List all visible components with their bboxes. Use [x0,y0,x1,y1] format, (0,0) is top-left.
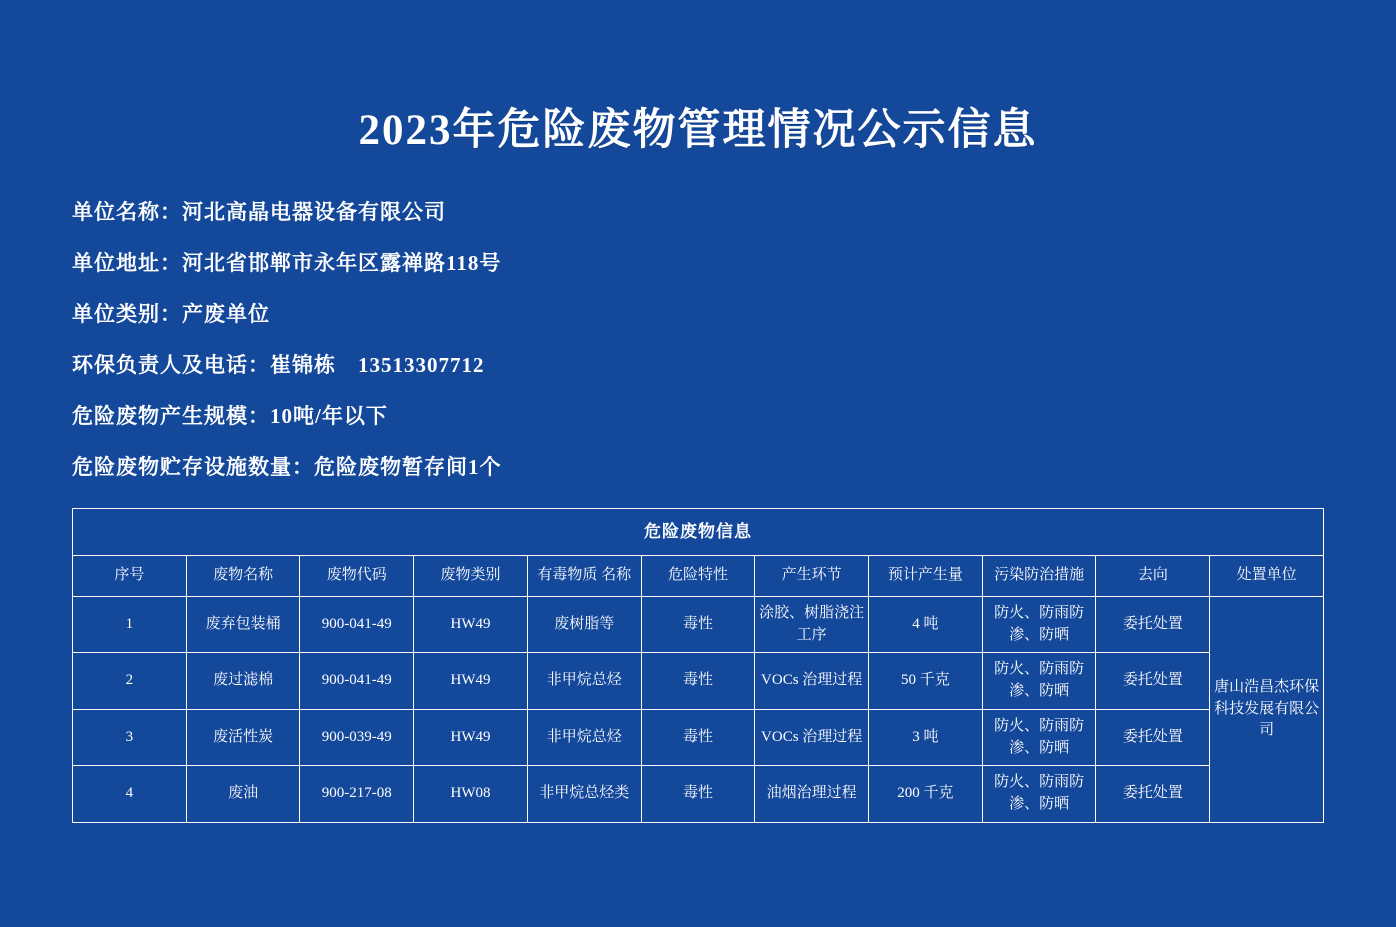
info-environment-officer: 环保负责人及电话：崔锦栋 13513307712 [72,353,485,378]
cell-estimated-amount: 3 吨 [869,709,983,766]
cell-destination: 委托处置 [1096,596,1210,653]
cell-hazard-property: 毒性 [641,653,755,710]
table-body [73,596,1324,822]
cell-generation-stage: VOCs 治理过程 [755,709,869,766]
cell-waste-category: HW49 [414,596,528,653]
info-storage-facility-count: 危险废物贮存设施数量：危险废物暂存间1个 [72,455,502,480]
cell-waste-category: HW49 [414,709,528,766]
cell-waste-name: 废过滤棉 [186,653,300,710]
table-section-title-row [73,508,1324,556]
column-header-waste-category: 废物类别 [414,556,528,597]
hazardous-waste-table-wrapper [72,508,1324,823]
cell-waste-name: 废弃包装桶 [186,596,300,653]
cell-estimated-amount: 50 千克 [869,653,983,710]
cell-generation-stage: 油烟治理过程 [755,766,869,823]
cell-toxic-substance: 非甲烷总烃 [527,653,641,710]
company-info-list [72,201,1324,480]
cell-destination: 委托处置 [1096,766,1210,823]
table-row [73,596,1324,653]
cell-toxic-substance: 非甲烷总烃类 [527,766,641,823]
table-row [73,709,1324,766]
cell-no: 4 [73,766,187,823]
cell-waste-code: 900-039-49 [300,709,414,766]
cell-generation-stage: 涂胶、树脂浇注工序 [755,596,869,653]
page-title: 2023年危险废物管理情况公示信息 [358,107,1038,154]
column-header-destination: 去向 [1096,556,1210,597]
cell-waste-category: HW49 [414,653,528,710]
column-header-generation-stage: 产生环节 [755,556,869,597]
info-company-category: 单位类别：产废单位 [72,302,270,327]
table-row [73,766,1324,823]
cell-waste-category: HW08 [414,766,528,823]
cell-control-measures: 防火、防雨防渗、防晒 [982,596,1096,653]
column-header-no: 序号 [73,556,187,597]
cell-generation-stage: VOCs 治理过程 [755,653,869,710]
cell-control-measures: 防火、防雨防渗、防晒 [982,766,1096,823]
cell-waste-code: 900-041-49 [300,653,414,710]
column-header-estimated-amount: 预计产生量 [869,556,983,597]
table-column-header-row [73,556,1324,597]
table-row [73,653,1324,710]
cell-hazard-property: 毒性 [641,596,755,653]
cell-no: 3 [73,709,187,766]
hazardous-waste-table [72,508,1324,823]
column-header-disposal-unit: 处置单位 [1210,556,1324,597]
cell-disposal-unit: 唐山浩昌杰环保科技发展有限公司 [1210,596,1324,822]
info-company-name: 单位名称：河北高晶电器设备有限公司 [72,200,446,224]
cell-hazard-property: 毒性 [641,766,755,823]
column-header-toxic-substance: 有毒物质 名称 [527,556,641,597]
cell-control-measures: 防火、防雨防渗、防晒 [982,653,1096,710]
column-header-waste-name: 废物名称 [186,556,300,597]
cell-waste-code: 900-041-49 [300,596,414,653]
column-header-control-measures: 污染防治措施 [982,556,1096,597]
cell-control-measures: 防火、防雨防渗、防晒 [982,709,1096,766]
cell-estimated-amount: 4 吨 [869,596,983,653]
table-header [73,508,1324,596]
cell-waste-name: 废油 [186,766,300,823]
cell-waste-code: 900-217-08 [300,766,414,823]
info-company-address: 单位地址：河北省邯郸市永年区露禅路118号 [72,251,502,276]
cell-toxic-substance: 非甲烷总烃 [527,709,641,766]
cell-destination: 委托处置 [1096,709,1210,766]
cell-estimated-amount: 200 千克 [869,766,983,823]
table-section-title: 危险废物信息 [73,508,1324,556]
cell-no: 2 [73,653,187,710]
column-header-hazard-property: 危险特性 [641,556,755,597]
cell-toxic-substance: 废树脂等 [527,596,641,653]
cell-hazard-property: 毒性 [641,709,755,766]
cell-no: 1 [73,596,187,653]
cell-waste-name: 废活性炭 [186,709,300,766]
column-header-waste-code: 废物代码 [300,556,414,597]
cell-destination: 委托处置 [1096,653,1210,710]
info-waste-scale: 危险废物产生规模：10吨/年以下 [72,404,388,429]
